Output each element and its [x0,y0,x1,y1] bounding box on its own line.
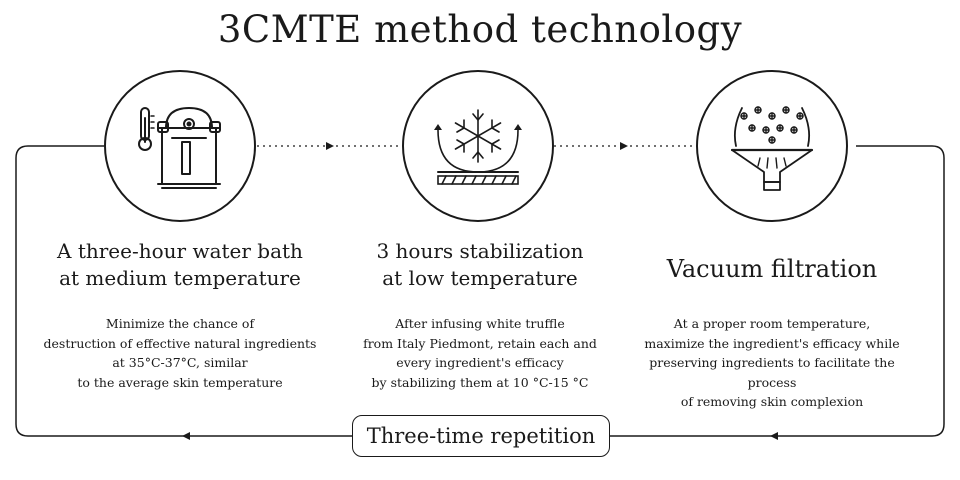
return-arrow-left [182,432,190,440]
step-3-title: Vacuum filtration [666,255,878,283]
step-1-description: Minimize the chance of destruction of effective natural ingredients at 35°C-37°C, similar to the average skin temperature [43,316,317,390]
step-2-title: 3 hours stabilization at low temperature [376,239,584,290]
step-1-title: A three-hour water bath at medium temperature [57,239,303,290]
snowflake-icon [404,72,552,220]
repetition-label: Three-time repetition [352,415,610,457]
step-3-description: At a proper room temperature, maximize the ingredient's efficacy while preserving ingredients to facilitate the process of removing skin complexion [644,316,900,409]
return-arrow-right [770,432,778,440]
page-title: 3CMTE method technology [217,8,743,51]
connector-arrow-2 [620,142,628,150]
vacuum-funnel-icon [698,72,846,220]
step-1-circle [104,70,256,222]
step-2-circle [402,70,554,222]
water-bath-icon [106,72,254,220]
step-3-circle [696,70,848,222]
connector-arrow-1 [326,142,334,150]
step-2-description: After infusing white truffle from Italy Piedmont, retain each and every ingredient's efficacy by stabilizing them at 10 °C-15 °C [363,316,597,390]
